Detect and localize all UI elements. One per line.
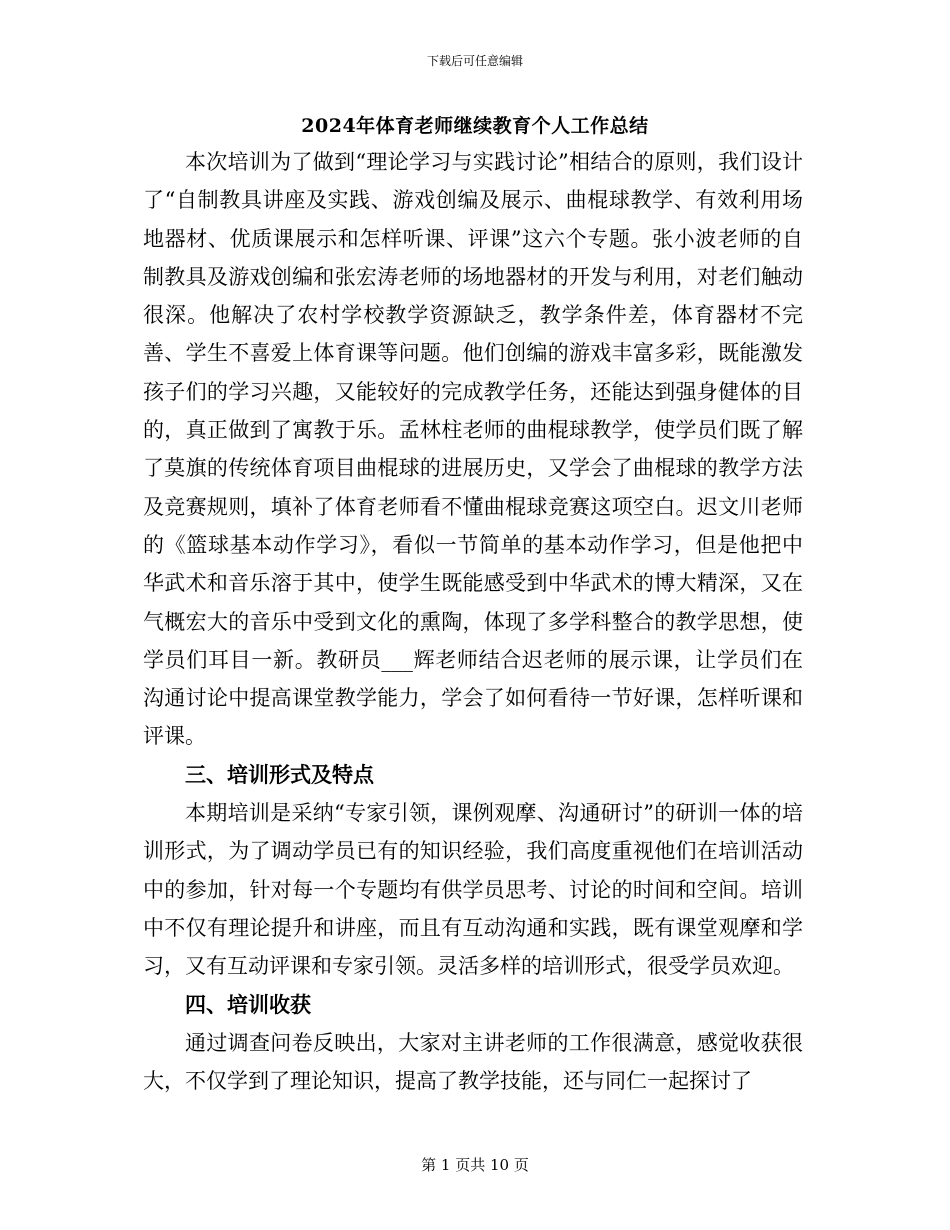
page-footer: 第 1 页共 10 页 <box>421 1156 529 1174</box>
section-heading-training-format: 三、培训形式及特点 <box>185 761 374 787</box>
paragraph-training-content: 本次培训为了做到“理论学习与实践讨论”相结合的原则，我们设计了“自制教具讲座及实践、游戏创编及展示、曲棍球教学、有效利用场地器材、优质课展示和怎样听课、评课”这六个专题。张小波老师的自制教具及游戏创编和张宏涛老师的场地器材的开发与利用，对老们触动很深。他解决了农村学校教学资源缺乏，教学条件差，体育器材不完善、学生不喜爱上体育课等问题。他们创编的游戏丰富多彩，既能激发孩子们的学习兴趣，又能较好的完成教学任务，还能达到强身健体的目的，真正做到了寓教于乐。孟林柱老师的曲棍球教学，使学员们既了解了莫旗的传统体育项目曲棍球的进展历史，又学会了曲棍球的教学方法及竞赛规则，填补了体育老师看不懂曲棍球竞赛这项空白。迟文川老师的《篮球基本动作学习》，看似一节简单的基本动作学习，但是他把中华武术和音乐溶于其中，使学生既能感受到中华武术的博大精深，又在气概宏大的音乐中受到文化的熏陶，体现了多学科整合的教学思想，使学员们耳目一新。教研员___辉老师结合迟老师的展示课，让学员们在沟通讨论中提高课堂教学能力，学会了如何看待一节好课，怎样听课和评课。 <box>143 150 803 749</box>
document-body <box>143 143 803 1100</box>
paragraph-training-format: 本期培训是采纳“专家引领，课例观摩、沟通研讨”的研训一体的培训形式，为了调动学员已有的知识经验，我们高度重视他们在培训活动中的参加，针对每一个专题均有供学员思考、讨论的时间和空间。培训中不仅有理论提升和讲座，而且有互动沟通和实践，既有课堂观摩和学习，又有互动评课和专家引领。灵活多样的培训形式，很受学员欢迎。 <box>143 801 803 979</box>
paragraph-training-gains: 通过调查问卷反映出，大家对主讲老师的工作很满意，感觉收获很大，不仅学到了理论知识，提高了教学技能，还与同仁一起探讨了 <box>143 1030 803 1094</box>
page-title: 2024年体育老师继续教育个人工作总结 <box>301 115 649 137</box>
header-note: 下载后可任意编辑 <box>426 54 523 68</box>
section-heading-training-gains: 四、培训收获 <box>185 991 311 1017</box>
